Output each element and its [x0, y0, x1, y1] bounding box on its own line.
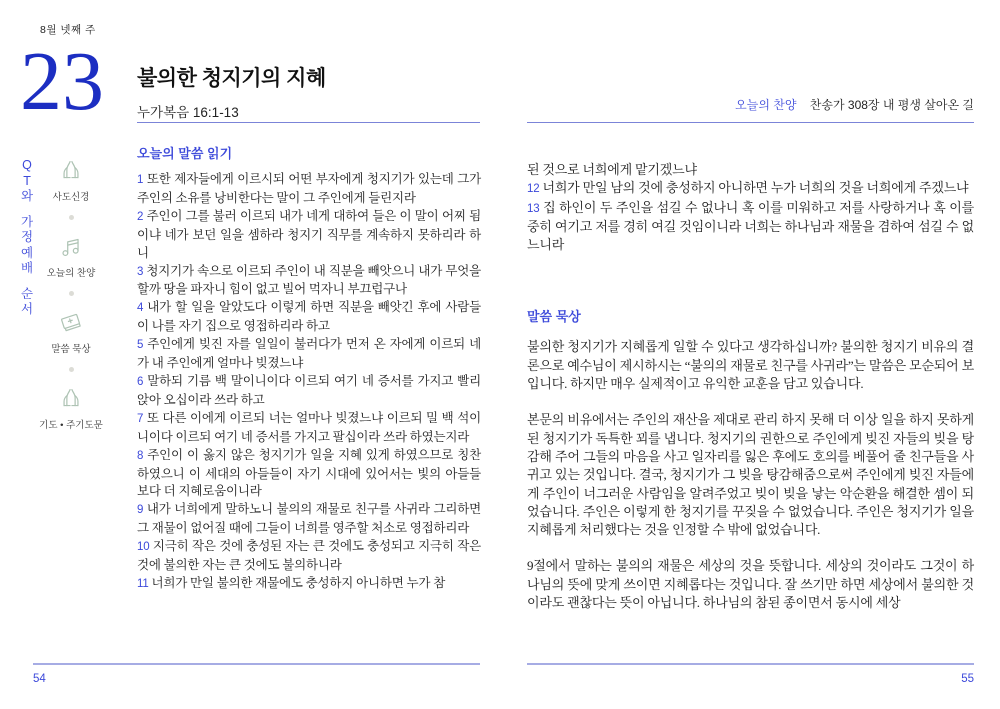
vertical-title-group: [21, 216, 33, 275]
vertical-title-char: 정: [21, 230, 34, 244]
praise-label: 오늘의 찬양: [735, 98, 797, 112]
worship-order-item: [51, 308, 90, 355]
verse-number: 2: [137, 210, 144, 223]
verse: 13 집 하인이 두 주인을 섬길 수 없나니 혹 이를 미워하고 저를 사랑하거나 혹 이를 중히 여기고 저를 경히 여길 것임이니라 너희는 하나님과 재물을 겸하여 섬길 수 없느니라: [527, 199, 974, 253]
verse-number: 9: [137, 504, 144, 517]
scripture-column-left: [137, 143, 481, 594]
verse: 1 또한 제자들에게 이르시되 어떤 부자에게 청지기가 있는데 그가 주인의 소유를 낭비한다는 말이 그 주인에게 들린지라: [137, 172, 481, 205]
content-column-right: [527, 161, 974, 612]
vertical-title-char: 서: [21, 302, 34, 316]
vertical-title-char: 와: [21, 189, 34, 203]
praise-hymn-title: 찬송가 308장 내 평생 살아온 길: [809, 98, 974, 112]
verse: 10 지극히 작은 것에 충성된 자는 큰 것에도 충성되고 지극히 작은 것에 불의한 자는 큰 것에도 불의하니라: [137, 539, 481, 573]
day-number: 23: [20, 35, 104, 128]
praying-hands-icon: [56, 156, 86, 186]
verse-number: 10: [137, 541, 150, 554]
scripture-verses-left: [137, 171, 481, 594]
verse-number: 6: [137, 375, 144, 388]
footer-rule-right: [527, 663, 974, 665]
verse: 12 너희가 만일 남의 것에 충성하지 아니하면 누가 너희의 것을 너희에게 주겠느냐: [527, 180, 969, 196]
vertical-title-char: 순: [21, 286, 34, 301]
verse: 5 주인에게 빚진 자를 일일이 불러다가 먼저 온 자에게 이르되 네가 내 주인에게 얼마나 빚졌느냐: [137, 337, 481, 371]
bible-icon: [56, 308, 86, 338]
worship-order-item: [53, 156, 90, 203]
verse-number: 4: [137, 302, 144, 315]
page-number-right: 55: [961, 673, 974, 685]
verse-number: 13: [527, 202, 540, 215]
title-block: [137, 62, 326, 121]
scripture-reference: 누가복음 16:1-13: [137, 105, 239, 120]
section-title-reading: 오늘의 말씀 읽기: [137, 146, 233, 161]
worship-order-vertical-title: [21, 159, 33, 329]
meditation-paragraph: 본문의 비유에서는 주인의 재산을 제대로 관리 하지 못해 더 이상 일을 하지 못하게 된 청지기가 독특한 꾀를 냅니다. 청지기의 권한으로 주인에게 빚진 자들의 빚을 탕감해 주어 그들의 마음을 사고 일자리를 잃은 후에도 호의를 베풀어 줄 친구들을 사귀고 있는 것입니다. 결국, 청지기가 그 빚을 탕감해줌으로써 주인에게 빚진 자들에게 주인이 너그러운 사람임을 알려주었고 빚이 빚을 낳는 악순환을 해결한 셈이 되었습니다. 주인은 이렇게 한 청지기를 꾸짖을 수 없었습니다. 주인은 청지기가 일을 지혜롭게 처리했다는 것을 인정할 수 밖에 없었습니다.: [527, 412, 974, 538]
worship-order-list: [37, 156, 105, 431]
header-rule-right: [527, 122, 974, 123]
worship-order-label: 사도신경: [52, 192, 90, 203]
todays-praise-line: [735, 96, 974, 113]
verse-number: 8: [137, 449, 144, 462]
verse-number: 7: [137, 412, 144, 425]
section-title-meditation: 말씀 묵상: [527, 309, 581, 325]
meditation-paragraph: 불의한 청지기가 지혜롭게 일할 수 있다고 생각하십니까? 불의한 청지기 비유의 결론으로 예수님이 제시하시는 “불의의 재물로 친구를 사귀라”는 말씀은 모순되어 보입니다. 하지만 매우 실제적이고 유익한 교훈을 담고 있습니다.: [527, 339, 974, 392]
worship-order-label: 기도 • 주기도문: [39, 420, 103, 431]
verse: 된 것으로 너희에게 맡기겠느냐: [527, 162, 697, 177]
verse-number: 3: [137, 265, 144, 278]
verse: 9 내가 너희에게 말하노니 불의의 재물로 친구를 사귀라 그리하면 그 재물이 없어질 때에 그들이 너희를 영주할 처소로 영접하리라: [137, 502, 481, 536]
verse-number: 12: [527, 183, 540, 196]
separator-dot: [69, 215, 74, 220]
verse: 8 주인이 이 옳지 않은 청지기가 일을 지혜 있게 하였으므로 칭찬하였으니 이 세대의 아들들이 자기 시대에 있어서는 빛의 아들들보다 더 지혜로움이니라: [137, 447, 481, 499]
page-title: 불의한 청지기의 지혜: [137, 67, 326, 90]
meditation-paragraph: 9절에서 말하는 불의의 재물은 세상의 것을 뜻합니다. 세상의 것이라도 그것이 하나님의 뜻에 맞게 쓰이면 지혜롭다는 것입니다. 잘 쓰기만 하면 세상에서 불의한 것이라도 괜찮다는 뜻이 아닙니다. 하나님의 참된 종이면서 동시에 세상: [527, 558, 974, 611]
page-number-left: 54: [33, 673, 46, 685]
vertical-title-char: 가: [21, 214, 34, 229]
vertical-title-char: T: [23, 173, 31, 188]
week-label: 8월 넷째 주: [40, 24, 96, 36]
header-rule-left: [137, 122, 480, 123]
verse: 3 청지기가 속으로 이르되 주인이 내 직분을 빼앗으니 내가 무엇을 할까 땅을 파자니 힘이 없고 빌어 먹자니 부끄럽구나: [137, 263, 481, 297]
vertical-title-group: [21, 159, 33, 203]
separator-dot: [69, 291, 74, 296]
vertical-title-char: Q: [22, 158, 32, 172]
vertical-title-char: 배: [21, 261, 34, 275]
praying-hands-icon: [56, 384, 86, 414]
scripture-verses-right: [527, 161, 974, 254]
separator-dot: [69, 367, 74, 372]
verse: 11 너희가 만일 불의한 재물에도 충성하지 아니하면 누가 참: [137, 575, 446, 590]
vertical-title-group: [21, 288, 33, 316]
verse: 4 내가 할 일을 알았도다 이렇게 하면 직분을 빼앗긴 후에 사람들이 나를 자기 집으로 영접하리라 하고: [137, 300, 481, 334]
verse-number: 11: [137, 577, 149, 590]
verse: 6 말하되 기름 백 말이니이다 이르되 여기 네 증서를 가지고 빨리 앉아 오십이라 쓰라 하고: [137, 373, 481, 407]
meditation-body: [527, 338, 974, 612]
verse: 7 또 다른 이에게 이르되 너는 얼마나 빚졌느냐 이르되 밀 백 석이니이다 이르되 여기 네 증서를 가지고 팔십이라 쓰라 하였는지라: [137, 410, 481, 444]
footer-rule-left: [33, 663, 480, 665]
verse-number: 1: [137, 174, 144, 186]
worship-order-item: [39, 384, 103, 431]
worship-order-label: 오늘의 찬양: [46, 268, 96, 279]
music-notes-icon: [56, 232, 86, 262]
verse: 2 주인이 그를 불러 이르되 내가 네게 대하여 들은 이 말이 어찌 됨이냐 네가 보던 일을 셈하라 청지기 직무를 계속하지 못하리라 하니: [137, 208, 481, 260]
worship-order-item: [47, 232, 96, 279]
worship-order-label: 말씀 묵상: [51, 344, 91, 355]
vertical-title-char: 예: [21, 245, 34, 260]
verse-number: 5: [137, 339, 144, 352]
